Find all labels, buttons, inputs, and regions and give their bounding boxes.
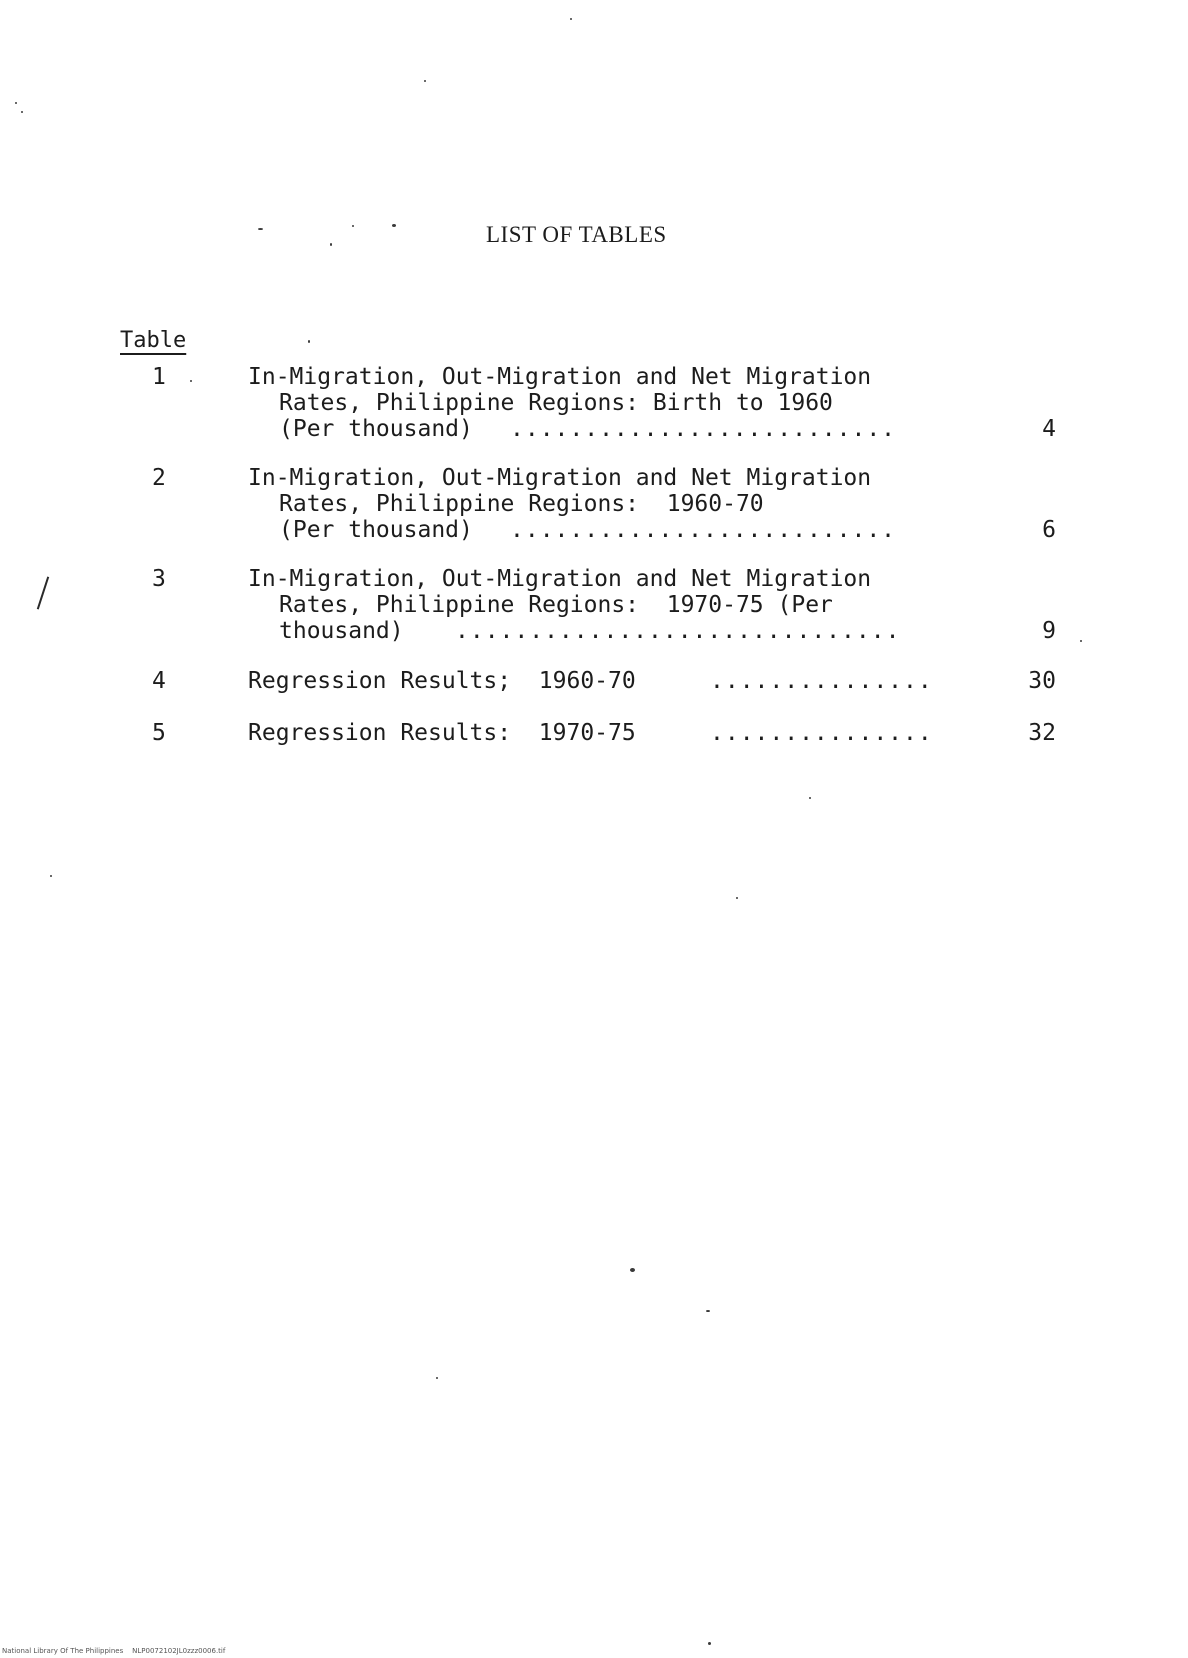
scan-speck <box>436 1377 438 1379</box>
dot-leader: .......................... <box>510 517 897 543</box>
table-number: 1 <box>152 364 166 390</box>
entry-title-line: Regression Results; 1960-70 <box>248 668 636 694</box>
page-number: 6 <box>1042 517 1056 543</box>
page-number: 30 <box>1028 668 1056 694</box>
dot-leader: ............... <box>710 720 933 746</box>
entry-title-line: In-Migration, Out-Migration and Net Migration <box>248 364 872 390</box>
scan-speck <box>809 797 811 799</box>
table-number: 5 <box>152 720 166 746</box>
table-column-label: Table <box>120 328 187 353</box>
entry-title-line: (Per thousand) <box>279 517 473 543</box>
table-number: 3 <box>152 566 166 592</box>
entry-title-line: Rates, Philippine Regions: 1970-75 (Per <box>279 592 833 618</box>
scan-speck <box>424 80 426 82</box>
entry-title-line: thousand) <box>279 618 404 644</box>
scan-speck <box>736 897 738 899</box>
table-number: 2 <box>152 465 166 491</box>
entry-title-line: Regression Results: 1970-75 <box>248 720 636 746</box>
scan-speck <box>570 18 572 20</box>
dot-leader: ............... <box>710 668 933 694</box>
page-number: 4 <box>1042 416 1056 442</box>
page-number: 32 <box>1028 720 1056 746</box>
entry-title-line: In-Migration, Out-Migration and Net Migration <box>248 566 872 592</box>
scan-footer: National Library Of The Philippines NLP0072102JL0zzz0006.tif <box>2 1647 226 1655</box>
scan-speck <box>50 875 52 877</box>
scan-speck <box>392 224 396 227</box>
dot-leader: .............................. <box>455 618 901 644</box>
page-number: 9 <box>1042 618 1056 644</box>
scan-speck <box>708 1642 711 1645</box>
scan-speck <box>308 340 310 343</box>
scan-speck <box>21 111 23 113</box>
scan-speck <box>258 228 263 230</box>
scan-speck <box>190 380 192 382</box>
page-heading: LIST OF TABLES <box>486 222 667 247</box>
scan-speck <box>330 243 332 246</box>
scan-speck <box>1080 640 1082 642</box>
entry-title-line: Rates, Philippine Regions: 1960-70 <box>279 491 764 517</box>
scan-speck <box>352 225 354 227</box>
scan-speck <box>706 1310 710 1312</box>
entry-title-line: (Per thousand) <box>279 416 473 442</box>
entry-title-line: In-Migration, Out-Migration and Net Migration <box>248 465 872 491</box>
scan-speck <box>630 1268 635 1272</box>
dot-leader: .......................... <box>510 416 897 442</box>
scan-mark <box>37 577 49 610</box>
table-number: 4 <box>152 668 166 694</box>
scan-speck <box>15 102 17 104</box>
entry-title-line: Rates, Philippine Regions: Birth to 1960 <box>279 390 833 416</box>
